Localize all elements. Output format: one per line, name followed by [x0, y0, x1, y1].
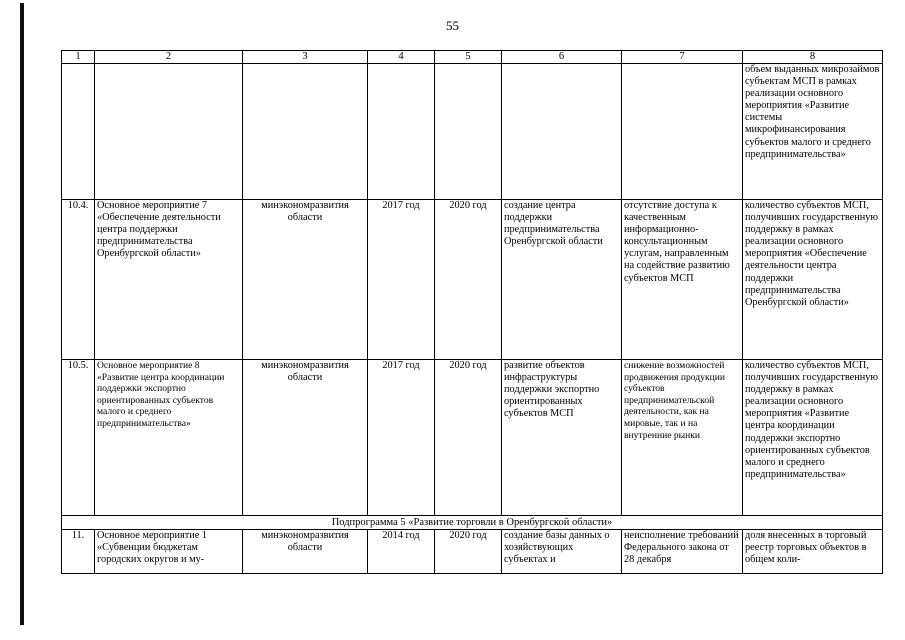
empty-cell	[95, 64, 243, 200]
row-number: 10.5.	[62, 360, 95, 516]
row-number: 11.	[62, 530, 95, 574]
start-year-cell: 2017 год	[368, 200, 435, 360]
indicator-cell: количество субъектов МСП, получивших государственную поддержку в рамках реализации основного мероприятия «Обеспечение деятельности центра поддержки предпринимательства Оренбургской области»	[743, 200, 883, 360]
empty-cell	[502, 64, 622, 200]
start-year-cell: 2017 год	[368, 360, 435, 516]
col-header-1: 1	[62, 51, 95, 64]
executor-cell: минэкономразвития области	[243, 530, 368, 574]
subprogram-row	[62, 516, 883, 530]
expected-result-cell: создание центра поддержки предпринимательства Оренбургской области	[502, 200, 622, 360]
executor-cell: минэкономразвития области	[243, 200, 368, 360]
start-year-cell: 2014 год	[368, 530, 435, 574]
table-row-continuation	[62, 64, 883, 200]
subprogram-title: Подпрограмма 5 «Развитие торговли в Оренбургской области»	[62, 516, 883, 530]
empty-cell	[62, 64, 95, 200]
table-row-11	[62, 530, 883, 574]
expected-result-cell: развитие объектов инфраструктуры поддержки экспортно ориентированных субъектов МСП	[502, 360, 622, 516]
expected-result-cell: создание базы данных о хозяйствующих субъектах и	[502, 530, 622, 574]
indicator-cell: количество субъектов МСП, получивших государственную поддержку в рамках реализации основного мероприятия «Развитие центра координации поддержки экспортно ориентированных субъектов малого и среднего предпринимательства»	[743, 360, 883, 516]
col-header-6: 6	[502, 51, 622, 64]
col-header-3: 3	[243, 51, 368, 64]
consequence-cell: снижение возможностей продвижения продукции субъектов предпринимательской деятельности, как на мировые, так и на внутренние рынки	[622, 360, 743, 516]
empty-cell	[435, 64, 502, 200]
empty-cell	[368, 64, 435, 200]
indicator-cell: объем выданных микрозаймов субъектам МСП в рамках реализации основного мероприятия «Развитие системы микрофинансирования субъектов малого и среднего предпринимательства»	[743, 64, 883, 200]
left-margin-bar	[20, 3, 24, 625]
table-row-10-5	[62, 360, 883, 516]
table-row-10-4	[62, 200, 883, 360]
row-number: 10.4.	[62, 200, 95, 360]
column-numbers-row	[62, 51, 883, 64]
consequence-cell: отсутствие доступа к качественным информационно-консультационным услугам, направленным на содействие развитию субъектов МСП	[622, 200, 743, 360]
col-header-7: 7	[622, 51, 743, 64]
col-header-5: 5	[435, 51, 502, 64]
end-year-cell: 2020 год	[435, 530, 502, 574]
activity-name-cell: Основное мероприятие 8 «Развитие центра координации поддержки экспортно ориентированных субъектов малого и среднего предпринимательства»	[95, 360, 243, 516]
consequence-cell: неисполнение требований Федерального закона от 28 декабря	[622, 530, 743, 574]
program-table	[61, 50, 883, 574]
end-year-cell: 2020 год	[435, 200, 502, 360]
end-year-cell: 2020 год	[435, 360, 502, 516]
col-header-2: 2	[95, 51, 243, 64]
page-number: 55	[446, 18, 459, 33]
col-header-4: 4	[368, 51, 435, 64]
indicator-cell: доля внесенных в торговый реестр торговых объектов в общем коли-	[743, 530, 883, 574]
col-header-8: 8	[743, 51, 883, 64]
empty-cell	[622, 64, 743, 200]
activity-name-cell: Основное мероприятие 7 «Обеспечение деятельности центра поддержки предпринимательства Оренбургской области»	[95, 200, 243, 360]
empty-cell	[243, 64, 368, 200]
executor-cell: минэкономразвития области	[243, 360, 368, 516]
activity-name-cell: Основное мероприятие 1 «Субвенции бюджетам городских округов и му-	[95, 530, 243, 574]
